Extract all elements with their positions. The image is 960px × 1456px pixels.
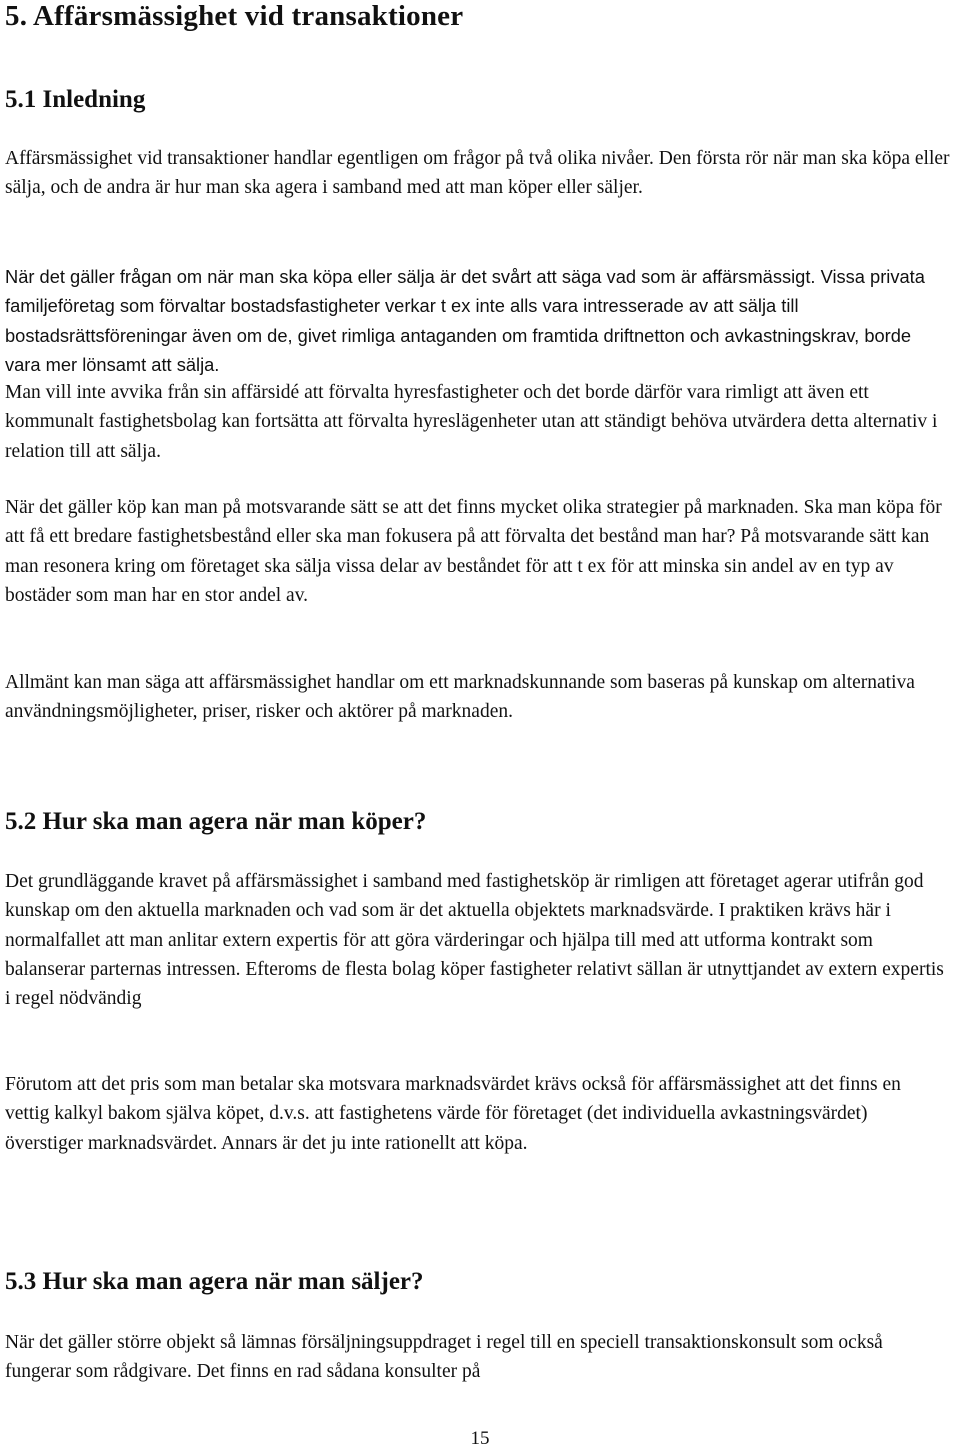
section-heading-5-2: 5.2 Hur ska man agera när man köper? xyxy=(5,808,427,835)
paragraph: När det gäller frågan om när man ska köpa eller sälja är det svårt att säga vad som är affärsmässigt. Vissa privata familjeföretag som förvaltar bostadsfastigheter verkar t ex inte alls vara intresserade av att sälja till bostadsrättsföreningar även om de, givet rimliga antaganden om framtida driftnetton och avkastningskrav, borde vara mer lönsamt att sälja. xyxy=(5,266,925,375)
paragraph: När det gäller större objekt så lämnas försäljningsuppdraget i regel till en speciell transaktionskonsult som också fungerar som rådgivare. Det finns en rad sådana konsulter på xyxy=(5,1332,883,1383)
section-heading-5-3: 5.3 Hur ska man agera när man säljer? xyxy=(5,1268,424,1295)
paragraph: Det grundläggande kravet på affärsmässighet i samband med fastighetsköp är rimligen att företaget agerar utifrån god kunskap om den aktuella marknaden och vad som är det aktuella objektets marknadsvärde. I praktiken krävs här i normalfallet att man anlitar extern expertis för att göra värderingar och hjälpa till med att utforma kontrakt som balanserar parternas intressen. Efteroms de flesta bolag köper fastigheter relativt sällan är utnyttjandet av extern expertis i regel nödvändig xyxy=(5,871,944,1010)
paragraph: Man vill inte avvika från sin affärsidé att förvalta hyresfastigheter och det borde därför vara rimligt att även ett kommunalt fastighetsbolag kan fortsätta att förvalta hyreslägenheter utan att ständigt behöva utvärdera detta alternativ i relation till att sälja. xyxy=(5,382,938,462)
chapter-title: 5. Affärsmässighet vid transaktioner xyxy=(5,0,464,32)
section-heading-5-1: 5.1 Inledning xyxy=(5,86,146,113)
page-number: 15 xyxy=(470,1428,490,1449)
paragraph: När det gäller köp kan man på motsvarande sätt se att det finns mycket olika strategier på marknaden. Ska man köpa för att få ett bredare fastighetsbestånd eller ska man fokusera på att förvalta det bestånd man har? På motsvarande sätt kan man resonera kring om företaget ska sälja vissa delar av beståndet för att t ex för att minska sin andel av en typ av bostäder som man har en stor andel av. xyxy=(5,497,942,606)
paragraph: Affärsmässighet vid transaktioner handlar egentligen om frågor på två olika nivåer. Den första rör när man ska köpa eller sälja, och de andra är hur man ska agera i samband med att man köper eller säljer. xyxy=(5,148,950,199)
paragraph: Allmänt kan man säga att affärsmässighet handlar om ett marknadskunnande som baseras på kunskap om alternativa användningsmöjligheter, priser, risker och aktörer på marknaden. xyxy=(5,672,915,723)
paragraph: Förutom att det pris som man betalar ska motsvara marknadsvärdet krävs också för affärsmässighet att det finns en vettig kalkyl bakom själva köpet, d.v.s. att fastighetens värde för företaget (det individuella avkastningsvärdet) överstiger marknadsvärdet. Annars är det ju inte rationellt att köpa. xyxy=(5,1074,901,1154)
